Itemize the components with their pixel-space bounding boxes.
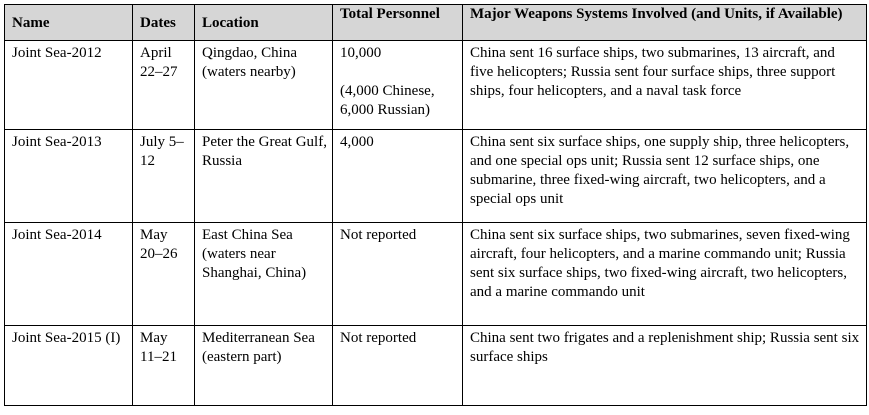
table-row [5, 130, 867, 223]
header-name: Name [5, 5, 133, 41]
cell-name: Joint Sea-2015 (I) [5, 326, 133, 406]
cell-dates: May 20–26 [133, 223, 195, 326]
header-personnel: Total Personnel [333, 5, 463, 41]
exercises-table [4, 4, 867, 406]
cell-weapons: China sent six surface ships, one supply ship, three helicopters, and one special ops unit; Russia sent 12 surface ships, one submarine, three fixed-wing aircraft, two helicopters, and a special ops unit [463, 130, 867, 223]
personnel-total: 10,000 [340, 45, 382, 61]
cell-location: East China Sea (waters near Shanghai, China) [195, 223, 333, 326]
cell-dates: May 11–21 [133, 326, 195, 406]
cell-personnel [333, 41, 463, 130]
table-row [5, 326, 867, 406]
table-row [5, 223, 867, 326]
cell-dates: July 5–12 [133, 130, 195, 223]
table-header-row [5, 5, 867, 41]
header-weapons: Major Weapons Systems Involved (and Units, if Available) [463, 5, 867, 41]
cell-personnel: Not reported [333, 326, 463, 406]
table-row [5, 41, 867, 130]
cell-name: Joint Sea-2014 [5, 223, 133, 326]
cell-location: Peter the Great Gulf, Russia [195, 130, 333, 223]
cell-name: Joint Sea-2012 [5, 41, 133, 130]
cell-name: Joint Sea-2013 [5, 130, 133, 223]
cell-dates: April 22–27 [133, 41, 195, 130]
cell-location: Mediterranean Sea (eastern part) [195, 326, 333, 406]
cell-weapons: China sent two frigates and a replenishment ship; Russia sent six surface ships [463, 326, 867, 406]
personnel-breakdown: (4,000 Chinese, 6,000 Russian) [340, 83, 435, 118]
header-dates: Dates [133, 5, 195, 41]
cell-personnel: Not reported [333, 223, 463, 326]
cell-location: Qingdao, China (waters nearby) [195, 41, 333, 130]
header-location: Location [195, 5, 333, 41]
cell-personnel: 4,000 [333, 130, 463, 223]
cell-weapons: China sent six surface ships, two submarines, seven fixed-wing aircraft, four helicopters, and a marine commando unit; Russia sent six surface ships, two fixed-wing aircraft, two helicopters, and a marine commando unit [463, 223, 867, 326]
cell-weapons: China sent 16 surface ships, two submarines, 13 aircraft, and five helicopters; Russia sent four surface ships, three support ships, four helicopters, and a naval task force [463, 41, 867, 130]
